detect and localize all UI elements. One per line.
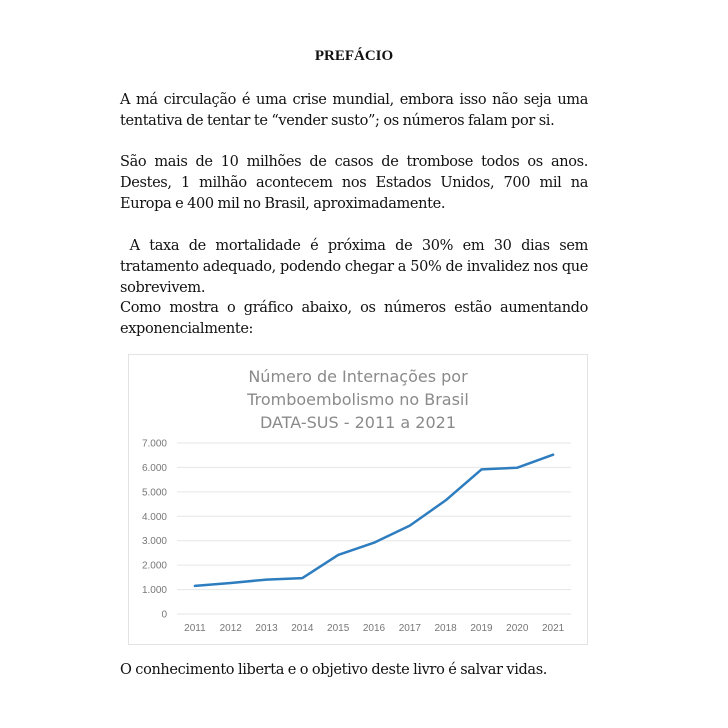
y-tick-label: 5.000 [141,487,167,499]
y-tick-label: 2.000 [141,560,167,572]
paragraph-4: Como mostra o gráfico abaixo, os números estão aumentando exponencialmente: [120,300,588,337]
y-tick-label: 7.000 [141,438,167,450]
chart-title-line-1: Número de Internações por [248,367,468,386]
chart-plot [129,355,587,644]
paragraph-1: A má circulação é uma crise mundial, embora isso não seja uma tentativa de tentar te “vender susto”; os números falam por si. [120,92,588,129]
chart-title-line-3: DATA-SUS - 2011 a 2021 [259,413,457,432]
closing-paragraph: O conhecimento liberta e o objetivo deste livro é salvar vidas. [120,662,548,678]
x-tick-label: 2012 [219,623,242,634]
page-title: PREFÁCIO [314,48,394,64]
y-tick-label: 6.000 [141,462,167,474]
x-tick-label: 2013 [255,623,278,634]
x-tick-label: 2019 [470,623,493,634]
x-tick-label: 2016 [362,623,386,634]
y-tick-label: 4.000 [141,511,167,523]
x-tick-label: 2015 [327,623,350,634]
x-tick-label: 2020 [506,623,529,634]
series-line [195,455,553,586]
line-chart [128,354,588,645]
y-tick-label: 0 [161,609,167,621]
x-tick-label: 2014 [291,623,314,634]
x-tick-label: 2017 [398,623,421,634]
paragraph-3: A taxa de mortalidade é próxima de 30% em 30 dias sem tratamento adequado, podendo chegar a 50% de invalidez nos que sobrevivem. [120,238,592,296]
x-tick-label: 2021 [541,623,565,634]
y-tick-label: 3.000 [141,536,167,548]
paragraph-2: São mais de 10 milhões de casos de trombose todos os anos. Destes, 1 milhão acontecem nos Estados Unidos, 700 mil na Europa e 400 mil no Brasil, aproximadamente. [120,154,588,212]
x-tick-label: 2011 [184,623,206,634]
y-tick-label: 1.000 [141,585,167,597]
x-tick-label: 2018 [434,623,457,634]
chart-title-line-2: Tromboembolismo no Brasil [247,390,469,409]
